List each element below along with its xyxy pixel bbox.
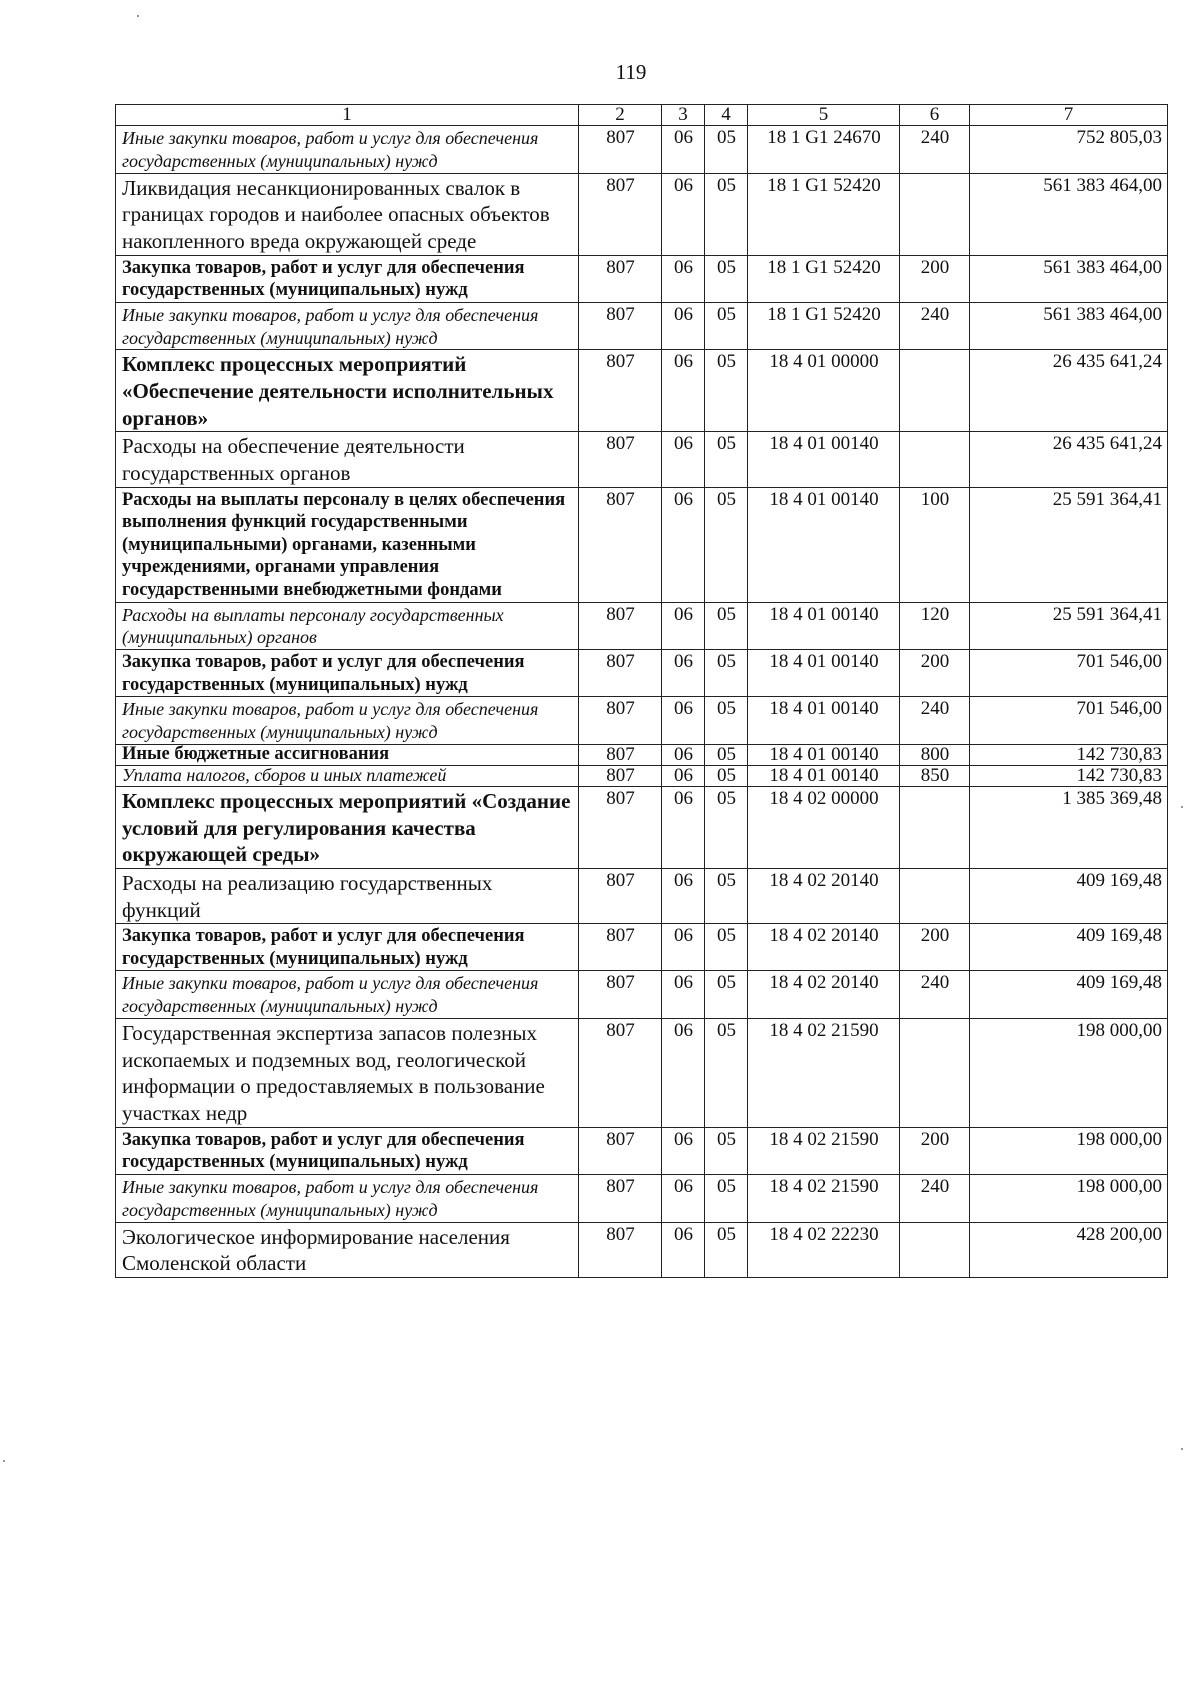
budget-table xyxy=(115,104,1168,1278)
row-subsection: 05 xyxy=(705,1222,748,1277)
row-section: 06 xyxy=(662,971,705,1019)
row-section: 06 xyxy=(662,1174,705,1222)
table-row xyxy=(116,697,1168,745)
row-section: 06 xyxy=(662,255,705,302)
row-section: 06 xyxy=(662,125,705,173)
row-amount: 198 000,00 xyxy=(970,1019,1168,1128)
row-amount: 1 385 369,48 xyxy=(970,787,1168,869)
row-expense-type: 200 xyxy=(900,924,970,971)
table-body xyxy=(116,125,1168,1277)
row-subsection: 05 xyxy=(705,1019,748,1128)
row-target-article: 18 4 01 00140 xyxy=(748,602,900,650)
row-name: Иные бюджетные ассигнования xyxy=(116,745,579,766)
row-expense-type xyxy=(900,173,970,255)
row-amount: 142 730,83 xyxy=(970,766,1168,787)
row-name: Расходы на реализацию государственных функций xyxy=(116,868,579,923)
row-subsection: 05 xyxy=(705,1127,748,1174)
row-subsection: 05 xyxy=(705,432,748,487)
header-row xyxy=(116,105,1168,126)
row-target-article: 18 1 G1 52420 xyxy=(748,173,900,255)
row-amount: 561 383 464,00 xyxy=(970,173,1168,255)
row-admin-code: 807 xyxy=(579,1019,662,1128)
row-subsection: 05 xyxy=(705,173,748,255)
header-cell: 5 xyxy=(748,105,900,126)
row-amount: 409 169,48 xyxy=(970,971,1168,1019)
table-row xyxy=(116,766,1168,787)
row-section: 06 xyxy=(662,173,705,255)
row-expense-type: 240 xyxy=(900,302,970,350)
table-row xyxy=(116,650,1168,697)
row-name: Иные закупки товаров, работ и услуг для обеспечения государственных (муниципальных) нужд xyxy=(116,971,579,1019)
row-name: Закупка товаров, работ и услуг для обеспечения государственных (муниципальных) нужд xyxy=(116,650,579,697)
row-subsection: 05 xyxy=(705,787,748,869)
row-target-article: 18 4 02 21590 xyxy=(748,1019,900,1128)
row-expense-type xyxy=(900,868,970,923)
table-row xyxy=(116,432,1168,487)
row-section: 06 xyxy=(662,766,705,787)
row-admin-code: 807 xyxy=(579,487,662,602)
row-name: Иные закупки товаров, работ и услуг для обеспечения государственных (муниципальных) нужд xyxy=(116,125,579,173)
row-section: 06 xyxy=(662,868,705,923)
row-target-article: 18 4 02 20140 xyxy=(748,971,900,1019)
row-name: Закупка товаров, работ и услуг для обеспечения государственных (муниципальных) нужд xyxy=(116,924,579,971)
row-target-article: 18 4 02 20140 xyxy=(748,868,900,923)
row-target-article: 18 1 G1 52420 xyxy=(748,255,900,302)
scan-speck xyxy=(3,1460,5,1462)
row-admin-code: 807 xyxy=(579,432,662,487)
table-row xyxy=(116,302,1168,350)
row-amount: 26 435 641,24 xyxy=(970,350,1168,432)
row-expense-type: 240 xyxy=(900,125,970,173)
row-admin-code: 807 xyxy=(579,697,662,745)
row-amount: 561 383 464,00 xyxy=(970,302,1168,350)
row-expense-type: 240 xyxy=(900,697,970,745)
row-amount: 409 169,48 xyxy=(970,924,1168,971)
row-section: 06 xyxy=(662,650,705,697)
row-admin-code: 807 xyxy=(579,1174,662,1222)
row-subsection: 05 xyxy=(705,745,748,766)
row-admin-code: 807 xyxy=(579,1127,662,1174)
table-row xyxy=(116,787,1168,869)
row-subsection: 05 xyxy=(705,766,748,787)
table-row xyxy=(116,868,1168,923)
row-name: Расходы на выплаты персоналу в целях обеспечения выполнения функций государственными (муниципальными) органами, казенными учреждениями, органами управления государственными внебюджетными фондами xyxy=(116,487,579,602)
row-section: 06 xyxy=(662,432,705,487)
row-subsection: 05 xyxy=(705,602,748,650)
row-name: Закупка товаров, работ и услуг для обеспечения государственных (муниципальных) нужд xyxy=(116,1127,579,1174)
row-target-article: 18 4 01 00140 xyxy=(748,745,900,766)
row-admin-code: 807 xyxy=(579,868,662,923)
table-row xyxy=(116,971,1168,1019)
row-name: Государственная экспертиза запасов полезных ископаемых и подземных вод, геологической информации о предоставляемых в пользование участках недр xyxy=(116,1019,579,1128)
row-amount: 428 200,00 xyxy=(970,1222,1168,1277)
row-target-article: 18 4 01 00140 xyxy=(748,487,900,602)
row-name: Иные закупки товаров, работ и услуг для обеспечения государственных (муниципальных) нужд xyxy=(116,302,579,350)
row-admin-code: 807 xyxy=(579,745,662,766)
row-name: Иные закупки товаров, работ и услуг для обеспечения государственных (муниципальных) нужд xyxy=(116,697,579,745)
row-admin-code: 807 xyxy=(579,350,662,432)
row-target-article: 18 4 02 21590 xyxy=(748,1174,900,1222)
table-row xyxy=(116,173,1168,255)
table-row xyxy=(116,1222,1168,1277)
row-expense-type: 850 xyxy=(900,766,970,787)
row-subsection: 05 xyxy=(705,868,748,923)
row-name: Экологическое информирование населения Смоленской области xyxy=(116,1222,579,1277)
row-name: Комплекс процессных мероприятий «Обеспечение деятельности исполнительных органов» xyxy=(116,350,579,432)
row-subsection: 05 xyxy=(705,302,748,350)
row-expense-type xyxy=(900,432,970,487)
row-section: 06 xyxy=(662,1222,705,1277)
header-cell: 1 xyxy=(116,105,579,126)
scan-speck xyxy=(1181,806,1183,808)
row-expense-type xyxy=(900,350,970,432)
row-expense-type xyxy=(900,1222,970,1277)
row-amount: 409 169,48 xyxy=(970,868,1168,923)
row-section: 06 xyxy=(662,745,705,766)
row-expense-type: 200 xyxy=(900,650,970,697)
row-admin-code: 807 xyxy=(579,766,662,787)
row-amount: 25 591 364,41 xyxy=(970,602,1168,650)
row-target-article: 18 4 01 00140 xyxy=(748,432,900,487)
row-name: Закупка товаров, работ и услуг для обеспечения государственных (муниципальных) нужд xyxy=(116,255,579,302)
row-admin-code: 807 xyxy=(579,302,662,350)
row-amount: 701 546,00 xyxy=(970,697,1168,745)
row-admin-code: 807 xyxy=(579,255,662,302)
header-cell: 7 xyxy=(970,105,1168,126)
row-target-article: 18 1 G1 52420 xyxy=(748,302,900,350)
row-admin-code: 807 xyxy=(579,787,662,869)
header-cell: 6 xyxy=(900,105,970,126)
row-section: 06 xyxy=(662,602,705,650)
row-subsection: 05 xyxy=(705,971,748,1019)
row-section: 06 xyxy=(662,697,705,745)
table-row xyxy=(116,1019,1168,1128)
row-admin-code: 807 xyxy=(579,173,662,255)
row-amount: 198 000,00 xyxy=(970,1127,1168,1174)
row-section: 06 xyxy=(662,350,705,432)
table-row xyxy=(116,1127,1168,1174)
row-subsection: 05 xyxy=(705,697,748,745)
table-row xyxy=(116,255,1168,302)
row-target-article: 18 1 G1 24670 xyxy=(748,125,900,173)
row-subsection: 05 xyxy=(705,924,748,971)
row-subsection: 05 xyxy=(705,350,748,432)
row-target-article: 18 4 01 00140 xyxy=(748,766,900,787)
row-target-article: 18 4 01 00000 xyxy=(748,350,900,432)
row-expense-type xyxy=(900,1019,970,1128)
table-row xyxy=(116,350,1168,432)
table-row xyxy=(116,924,1168,971)
row-admin-code: 807 xyxy=(579,971,662,1019)
row-name: Расходы на обеспечение деятельности государственных органов xyxy=(116,432,579,487)
scan-speck xyxy=(137,15,139,17)
scan-speck xyxy=(1181,1448,1183,1450)
row-admin-code: 807 xyxy=(579,924,662,971)
row-name: Расходы на выплаты персоналу государственных (муниципальных) органов xyxy=(116,602,579,650)
row-target-article: 18 4 01 00140 xyxy=(748,650,900,697)
row-expense-type: 120 xyxy=(900,602,970,650)
row-expense-type: 200 xyxy=(900,255,970,302)
row-section: 06 xyxy=(662,924,705,971)
row-section: 06 xyxy=(662,487,705,602)
row-expense-type xyxy=(900,787,970,869)
row-amount: 701 546,00 xyxy=(970,650,1168,697)
table-row xyxy=(116,745,1168,766)
row-subsection: 05 xyxy=(705,487,748,602)
header-cell: 2 xyxy=(579,105,662,126)
row-expense-type: 240 xyxy=(900,1174,970,1222)
row-target-article: 18 4 02 22230 xyxy=(748,1222,900,1277)
row-subsection: 05 xyxy=(705,255,748,302)
row-subsection: 05 xyxy=(705,125,748,173)
header-cell: 4 xyxy=(705,105,748,126)
row-name: Уплата налогов, сборов и иных платежей xyxy=(116,766,579,787)
row-target-article: 18 4 02 20140 xyxy=(748,924,900,971)
row-amount: 561 383 464,00 xyxy=(970,255,1168,302)
row-name: Комплекс процессных мероприятий «Создание условий для регулирования качества окружающей среды» xyxy=(116,787,579,869)
row-subsection: 05 xyxy=(705,1174,748,1222)
row-expense-type: 240 xyxy=(900,971,970,1019)
header-cell: 3 xyxy=(662,105,705,126)
row-admin-code: 807 xyxy=(579,650,662,697)
row-amount: 142 730,83 xyxy=(970,745,1168,766)
row-section: 06 xyxy=(662,302,705,350)
row-section: 06 xyxy=(662,1019,705,1128)
row-expense-type: 800 xyxy=(900,745,970,766)
row-amount: 198 000,00 xyxy=(970,1174,1168,1222)
row-admin-code: 807 xyxy=(579,602,662,650)
page-number: 119 xyxy=(615,60,647,84)
row-admin-code: 807 xyxy=(579,125,662,173)
row-section: 06 xyxy=(662,787,705,869)
row-expense-type: 100 xyxy=(900,487,970,602)
row-name: Ликвидация несанкционированных свалок в границах городов и наиболее опасных объектов накопленного вреда окружающей среде xyxy=(116,173,579,255)
row-target-article: 18 4 02 21590 xyxy=(748,1127,900,1174)
row-amount: 25 591 364,41 xyxy=(970,487,1168,602)
table-row xyxy=(116,487,1168,602)
row-expense-type: 200 xyxy=(900,1127,970,1174)
row-amount: 752 805,03 xyxy=(970,125,1168,173)
row-target-article: 18 4 02 00000 xyxy=(748,787,900,869)
row-admin-code: 807 xyxy=(579,1222,662,1277)
row-amount: 26 435 641,24 xyxy=(970,432,1168,487)
row-subsection: 05 xyxy=(705,650,748,697)
row-name: Иные закупки товаров, работ и услуг для обеспечения государственных (муниципальных) нужд xyxy=(116,1174,579,1222)
table-row xyxy=(116,602,1168,650)
table-row xyxy=(116,125,1168,173)
table-row xyxy=(116,1174,1168,1222)
row-section: 06 xyxy=(662,1127,705,1174)
row-target-article: 18 4 01 00140 xyxy=(748,697,900,745)
